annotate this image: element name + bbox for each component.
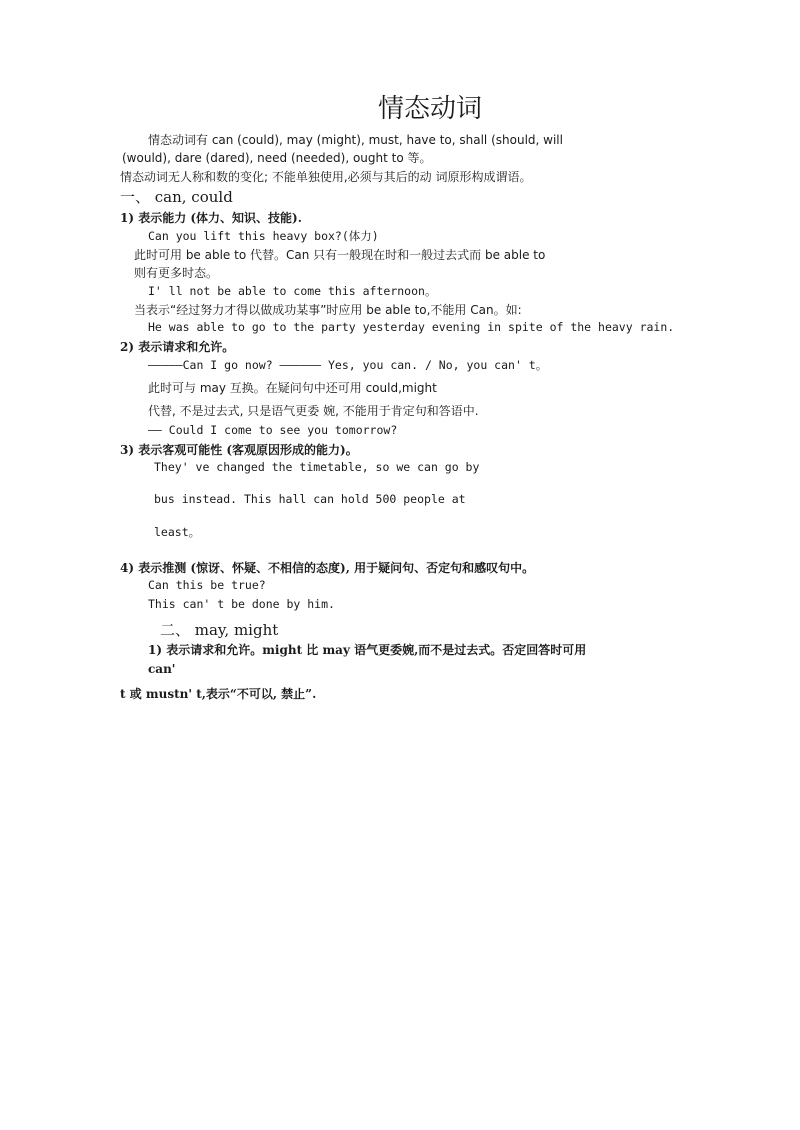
intro-line-3: 情态动词无人称和数的变化; 不能单独使用,必须与其后的动 词原形构成谓语。: [120, 170, 532, 184]
intro-line-2: (would), dare (dared), need (needed), ought to 等。: [122, 151, 432, 165]
example-party: He was able to go to the party yesterday evening in spite of the heavy rain.: [148, 320, 675, 334]
page-title: 情态动词: [377, 94, 482, 124]
note-effort: 当表示“经过努力才得以做成功某事”时应用 be able to,不能用 Can。如:: [134, 303, 522, 317]
example-lift-box: Can you lift this heavy box?(体力): [148, 229, 379, 243]
note-be-able-to-2: 则有更多时态。: [134, 266, 219, 280]
example-timetable-2: bus instead. This hall can hold 500 people at: [154, 492, 466, 506]
example-done-by-him: This can' t be done by him.: [148, 597, 335, 611]
note-be-able-to-1: 此时可用 be able to 代替。Can 只有一般现在时和一般过去式而 be able to: [134, 248, 546, 262]
item-heading-request: 2) 表示请求和允许。: [120, 340, 235, 354]
item-heading-ability: 1) 表示能力 (体力、知识、技能).: [120, 211, 302, 225]
example-timetable-3: least。: [154, 525, 201, 539]
section-heading-may-might: 二、 may, might: [160, 621, 279, 639]
example-not-able-to-come: I' ll not be able to come this afternoon。: [148, 284, 437, 298]
example-timetable-1: They' ve changed the timetable, so we can go by: [154, 460, 480, 474]
example-could-i-come: —— Could I come to see you tomorrow?: [148, 423, 398, 437]
example-can-i-go-now: —————Can I go now? —————— Yes, you can. / No, you can' t。: [148, 358, 548, 372]
note-may-interchange: 此时可与 may 互换。在疑问句中还可用 could,might: [148, 381, 437, 395]
item-heading-inference: 4) 表示推测 (惊讶、怀疑、不相信的态度), 用于疑问句、否定句和感叹句中。: [120, 561, 535, 575]
item-heading-may-request-1: 1) 表示请求和允许。might 比 may 语气更委婉,而不是过去式。否定回答时可用: [148, 643, 587, 657]
section-heading-can-could: 一、 can, could: [120, 188, 233, 206]
item-heading-may-request-3: t 或 mustn' t,表示“不可以, 禁止”.: [120, 687, 317, 701]
item-heading-possibility: 3) 表示客观可能性 (客观原因形成的能力)。: [120, 443, 358, 457]
intro-line-1: 情态动词有 can (could), may (might), must, have to, shall (should, will: [148, 133, 563, 147]
example-be-true: Can this be true?: [148, 578, 266, 592]
item-heading-may-request-2: can': [148, 662, 176, 676]
note-could-might: 代替, 不是过去式, 只是语气更委 婉, 不能用于肯定句和答语中.: [148, 404, 479, 418]
